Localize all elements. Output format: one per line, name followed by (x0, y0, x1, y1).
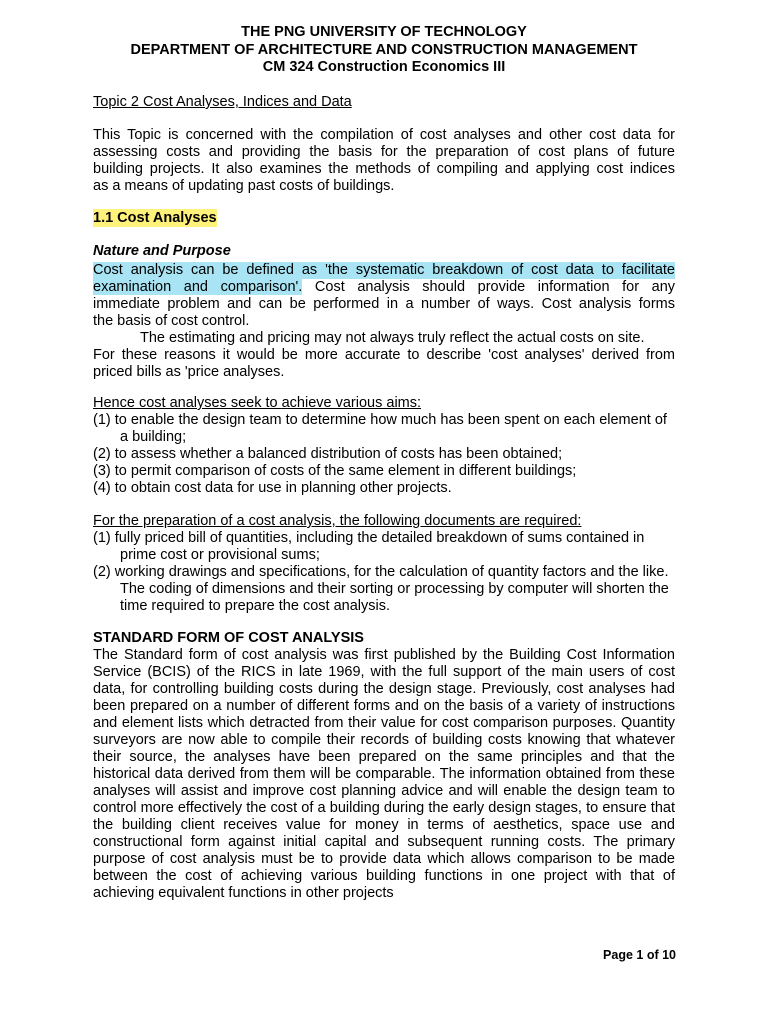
intro-line: This Topic is concerned with the compilation of cost analyses and other cost data for (93, 127, 675, 143)
page-number: Page 1 of 10 (603, 948, 676, 962)
section-heading-cost-analyses (93, 210, 675, 227)
nature-para2-first: The estimating and pricing may not always truly reflect the actual costs on site. (140, 330, 645, 346)
document-item: (1) fully priced bill of quantities, including the detailed breakdown of sums contained in prime cost or provisional sums; (93, 530, 645, 563)
aim-item: (4) to obtain cost data for use in planning other projects. (93, 480, 452, 496)
document-item: (2) working drawings and specifications, for the calculation of quantity factors and the like. The coding of dimensions and their sorting or processing by computer will shorten the time required to prepare the cost analysis. (93, 564, 669, 614)
intro-line: assessing costs and providing the basis for the preparation of cost plans of future (93, 144, 675, 160)
definition-continuation: Cost analysis should provide information for any (302, 279, 676, 295)
definition-line (93, 279, 675, 296)
aims-list (93, 412, 675, 497)
standard-form-paragraph: The Standard form of cost analysis was first published by the Building Cost Information Service (BCIS) of the RICS in late 1969, with the full support of the main users of cost data, for controlling building costs during the design stage. Previously, cost analyses had been prepared on a number of different forms and on the basis of a variety of instructions and element lists which detracted from their value for cost comparison purposes. Quantity surveyors are now able to compile their records of building costs knowing that whatever their source, the analyses have been prepared on the same principles and that the historical data derived from them will be comparable. The information obtained from these analyses will assist and improve cost planning advice and will enable the design team to control more effectively the cost of a building during the early design stages, to ensure that the building client receives value for money in terms of aesthetics, space use and constructional form against initial capital and subsequent running costs. The primary purpose of cost analysis must be to provide data which allows comparison to be made between the cost of achieving various building functions in one project with that of achieving equivalent functions in other projects (93, 647, 675, 901)
aim-item: (3) to permit comparison of costs of the same element in different buildings; (93, 463, 577, 479)
topic-title: Topic 2 Cost Analyses, Indices and Data (93, 94, 352, 110)
nature-line: priced bills as 'price analyses. (93, 364, 285, 380)
nature-purpose-heading: Nature and Purpose (93, 243, 231, 259)
department-name: DEPARTMENT OF ARCHITECTURE AND CONSTRUCTION MANAGEMENT (130, 41, 638, 58)
nature-line: immediate problem and can be performed in a number of ways. Cost analysis forms (93, 296, 675, 312)
nature-purpose-paragraph (93, 262, 675, 381)
aim-item: (1) to enable the design team to determine how much has been spent on each element of a building; (93, 412, 667, 445)
intro-paragraph (93, 127, 675, 195)
course-title: CM 324 Construction Economics III (262, 59, 506, 75)
document-header (0, 24, 768, 77)
university-name: THE PNG UNIVERSITY OF TECHNOLOGY (241, 24, 527, 40)
intro-line: building projects. It also examines the methods of compiling and applying cost indices (93, 161, 675, 177)
aim-item: (2) to assess whether a balanced distribution of costs has been obtained; (93, 446, 563, 462)
highlighted-definition-end: examination and comparison'. (93, 279, 303, 295)
aims-heading: Hence cost analyses seek to achieve various aims: (93, 395, 422, 411)
nature-line: the basis of cost control. (93, 313, 250, 329)
highlighted-definition-line: Cost analysis can be defined as 'the systematic breakdown of cost data to facilitate (93, 262, 675, 278)
nature-line: For these reasons it would be more accurate to describe 'cost analyses' derived from (93, 347, 675, 363)
intro-line: as a means of updating past costs of buildings. (93, 178, 395, 194)
section-heading-text: 1.1 Cost Analyses (93, 210, 217, 226)
documents-list (93, 530, 675, 615)
standard-form-heading: STANDARD FORM OF COST ANALYSIS (93, 630, 364, 646)
documents-heading: For the preparation of a cost analysis, the following documents are required: (93, 513, 582, 529)
